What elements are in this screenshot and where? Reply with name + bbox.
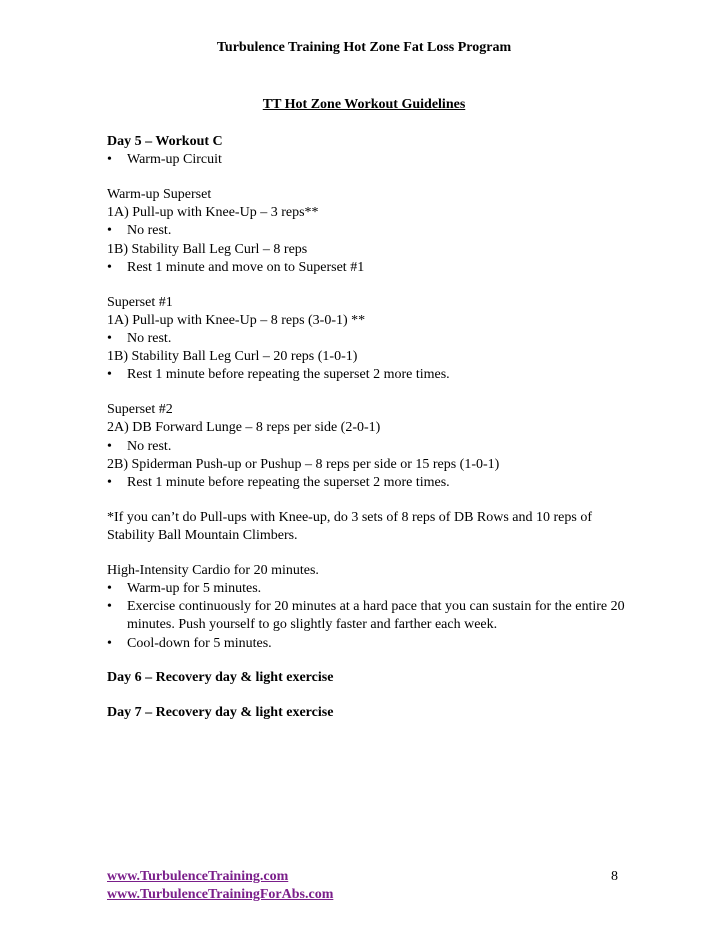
bullet-icon: • [107, 438, 112, 454]
day5-heading: Day 5 – Workout C [107, 134, 223, 149]
page-number: 8 [611, 869, 618, 884]
warmup-superset-heading: Warm-up Superset [107, 187, 212, 202]
pullup-substitution-note: *If you can’t do Pull-ups with Knee-up, do 3 sets of 8 reps of DB Rows and 10 reps of Stability Ball Mountain Climbers. [107, 509, 593, 544]
bullet-icon: • [107, 259, 112, 275]
bullet-item [107, 222, 632, 240]
bullet-icon: • [107, 599, 112, 615]
bullet-item [107, 474, 632, 492]
bullet-text: No rest. [127, 438, 172, 454]
bullet-icon: • [107, 581, 112, 597]
bullet-icon: • [107, 367, 112, 383]
page-title: TT Hot Zone Workout Guidelines [262, 97, 466, 112]
document-body [107, 133, 632, 722]
exercise-line: 1A) Pull-up with Knee-Up – 8 reps (3-0-1) ** [107, 312, 366, 328]
bullet-icon: • [107, 152, 112, 168]
exercise-line: 1B) Stability Ball Leg Curl – 8 reps [107, 241, 308, 257]
bullet-text: Exercise continuously for 20 minutes at a hard pace that you can sustain for the entire 20 minutes. Push yourself to go slightly faster and farther each week. [127, 599, 625, 633]
bullet-icon: • [107, 331, 112, 347]
bullet-icon: • [107, 223, 112, 239]
cardio-heading: High-Intensity Cardio for 20 minutes. [107, 562, 319, 578]
exercise-line: 2B) Spiderman Push-up or Pushup – 8 reps per side or 15 reps (1-0-1) [107, 456, 500, 472]
bullet-text: Rest 1 minute before repeating the superset 2 more times. [127, 475, 450, 491]
turbulence-training-link[interactable]: www.TurbulenceTraining.com [107, 869, 289, 884]
bullet-item [107, 151, 632, 169]
footer-links [107, 868, 333, 904]
bullet-icon: • [107, 475, 112, 491]
superset2-heading: Superset #2 [107, 402, 173, 418]
exercise-line: 1A) Pull-up with Knee-Up – 3 reps** [107, 205, 319, 221]
bullet-item [107, 635, 632, 653]
day6-heading: Day 6 – Recovery day & light exercise [107, 670, 334, 686]
bullet-item [107, 598, 632, 634]
exercise-line: 2A) DB Forward Lunge – 8 reps per side (2-0-1) [107, 420, 381, 436]
bullet-text: Warm-up for 5 minutes. [127, 581, 262, 597]
bullet-item [107, 330, 632, 348]
bullet-text: Rest 1 minute and move on to Superset #1 [127, 259, 365, 275]
turbulence-training-abs-link[interactable]: www.TurbulenceTrainingForAbs.com [107, 887, 334, 903]
bullet-icon: • [107, 635, 112, 651]
bullet-item [107, 259, 632, 277]
bullet-text: Warm-up Circuit [127, 152, 222, 168]
bullet-item [107, 438, 632, 456]
bullet-text: No rest. [127, 331, 172, 347]
bullet-item [107, 366, 632, 384]
bullet-text: Rest 1 minute before repeating the superset 2 more times. [127, 367, 450, 383]
bullet-text: No rest. [127, 223, 172, 239]
bullet-item [107, 580, 632, 598]
exercise-line: 1B) Stability Ball Leg Curl – 20 reps (1-0-1) [107, 349, 358, 365]
bullet-text: Cool-down for 5 minutes. [127, 635, 272, 651]
superset1-heading: Superset #1 [107, 294, 173, 310]
day7-heading: Day 7 – Recovery day & light exercise [107, 705, 334, 721]
running-header: Turbulence Training Hot Zone Fat Loss Program [216, 40, 512, 55]
